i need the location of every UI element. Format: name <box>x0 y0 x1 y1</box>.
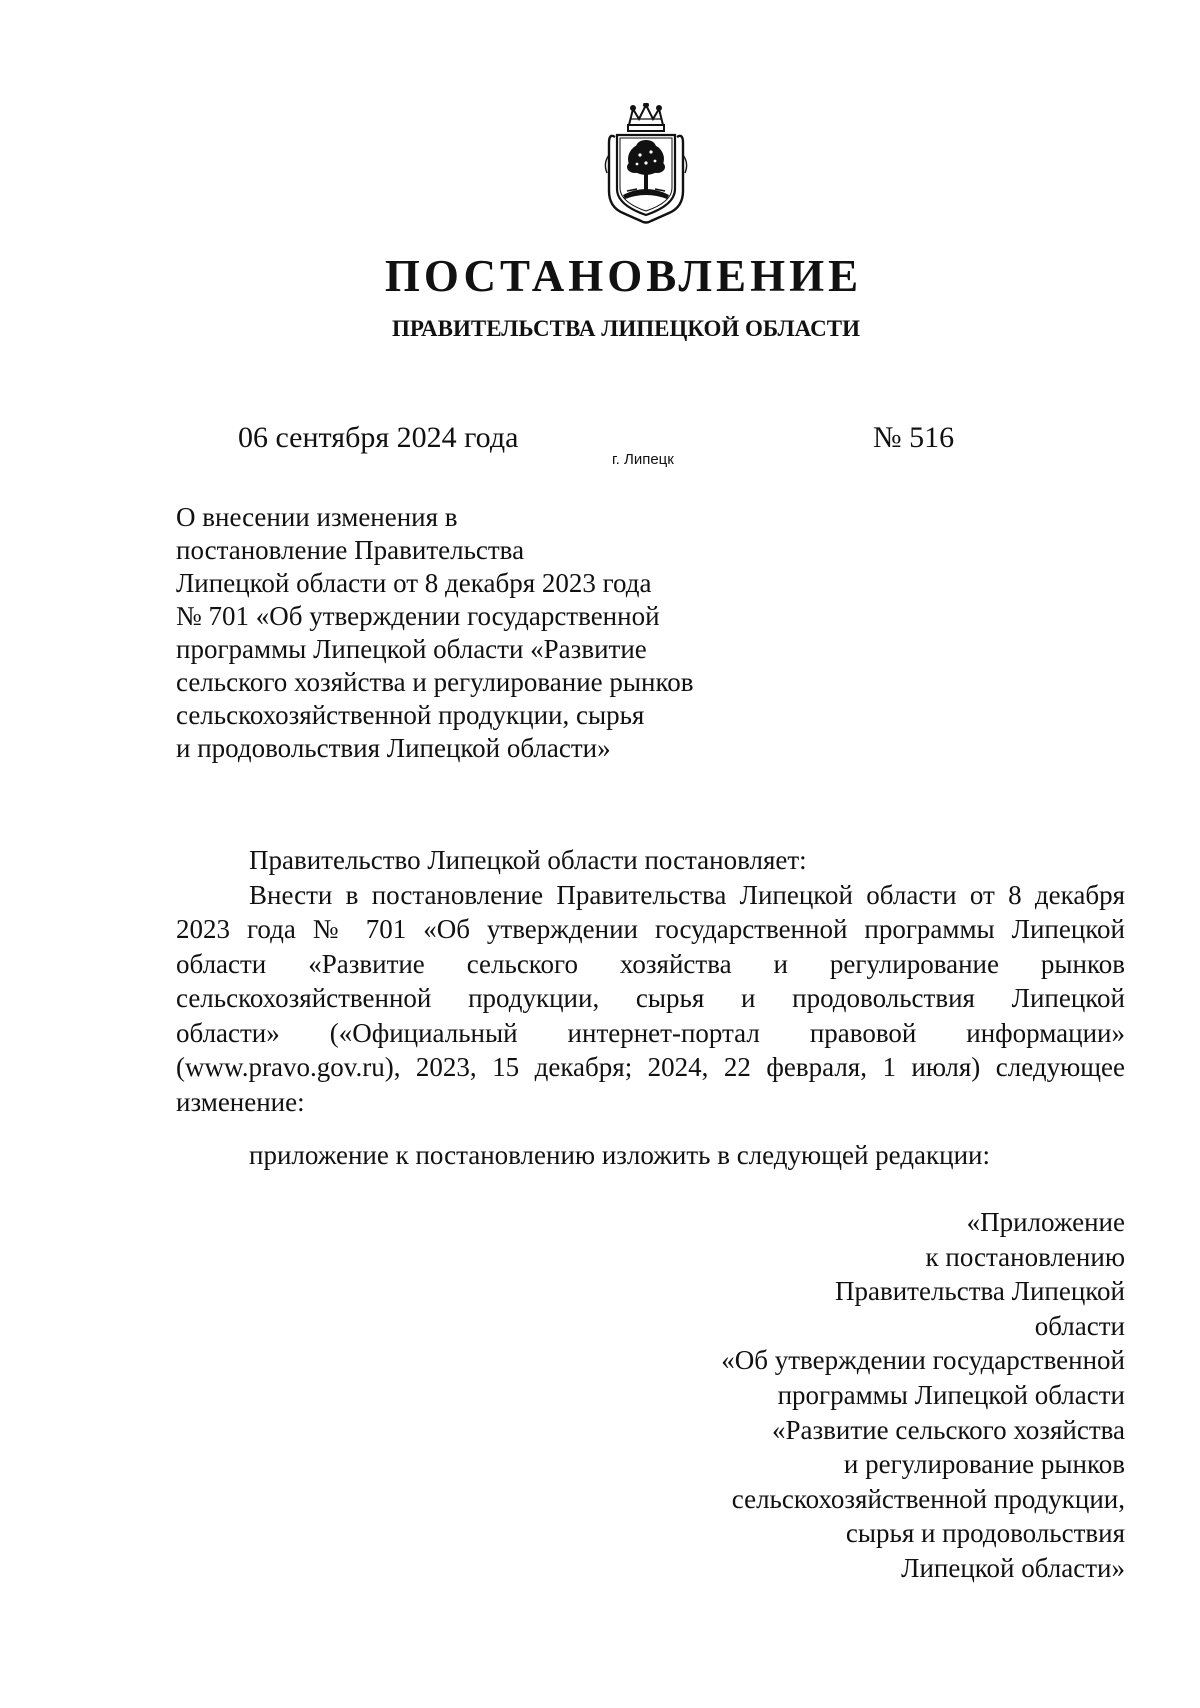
document-city: г. Липецк <box>612 451 674 468</box>
appendix-line: сырья и продовольствия <box>845 1518 1125 1549</box>
document-title: ПОСТАНОВЛЕНИЕ <box>384 251 863 301</box>
heading-line: № 701 «Об утверждении государственной <box>176 601 660 631</box>
paragraph-line: 2023 года № 701 «Об утверждении государственной программы Липецкой <box>176 914 1125 944</box>
paragraph-line: (www.pravo.gov.ru), 2023, 15 декабря; 2024, 22 февраля, 1 июля) следующее <box>176 1052 1125 1082</box>
appendix-line: программы Липецкой области <box>777 1379 1125 1410</box>
paragraph-line: Внести в постановление Правительства Липецкой области от 8 декабря <box>249 879 1125 910</box>
document-number: № 516 <box>873 421 955 454</box>
paragraph-line: области «Развитие сельского хозяйства и регулирование рынков <box>176 948 1125 979</box>
appendix-line: Липецкой области» <box>901 1552 1125 1583</box>
heading-line: постановление Правительства <box>176 535 525 565</box>
appendix-line: к постановлению <box>925 1241 1125 1272</box>
heading-line: сельскохозяйственной продукции, сырья <box>176 700 645 730</box>
heading-line: программы Липецкой области «Развитие <box>176 634 647 664</box>
heading-line: Липецкой области от 8 декабря 2023 года <box>176 568 652 598</box>
appendix-line: «Приложение <box>966 1207 1125 1237</box>
decree-line: Правительство Липецкой области постановляет: <box>249 845 807 875</box>
document-date: 06 сентября 2024 года <box>238 421 519 454</box>
heading-line: О внесении изменения в <box>176 502 458 532</box>
appendix-line: «Об утверждении государственной <box>721 1345 1125 1376</box>
appendix-line: области <box>1034 1310 1125 1341</box>
document-subtitle: ПРАВИТЕЛЬСТВА ЛИПЕЦКОЙ ОБЛАСТИ <box>392 316 860 341</box>
main-paragraph <box>176 878 1125 1120</box>
coat-of-arms-icon <box>601 103 691 229</box>
heading-line: и продовольствия Липецкой области» <box>176 733 611 763</box>
document-heading <box>176 501 776 765</box>
paragraph-line: области» («Официальный интернет-портал правовой информации» <box>176 1017 1125 1048</box>
appendix-line: «Развитие сельского хозяйства <box>772 1414 1125 1445</box>
document-body <box>176 843 1125 1119</box>
appendix-line: сельскохозяйственной продукции, <box>731 1483 1125 1514</box>
appendix-line: и регулирование рынков <box>843 1449 1125 1480</box>
resolution-line: приложение к постановлению изложить в следующей редакции: <box>249 1140 990 1170</box>
heading-line: сельского хозяйства и регулирование рынков <box>176 667 694 697</box>
appendix-header <box>721 1205 1125 1586</box>
paragraph-line: изменение: <box>176 1086 305 1117</box>
appendix-line: Правительства Липецкой <box>835 1276 1125 1307</box>
paragraph-line: сельскохозяйственной продукции, сырья и продовольствия Липецкой <box>176 983 1125 1013</box>
